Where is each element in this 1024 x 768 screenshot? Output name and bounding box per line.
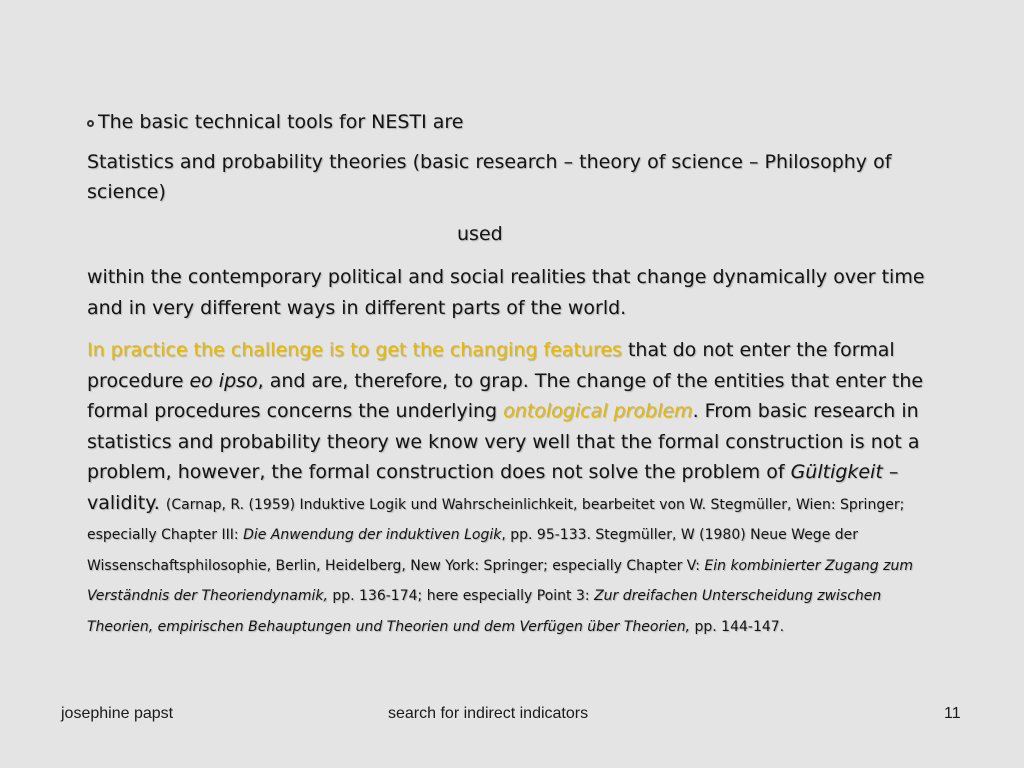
reference-title-3: Zur dreifachen Unterscheidung zwischen Theorien, empirischen Behauptungen und Theorien und dem Verfügen über Theorien, [87,588,882,635]
reference-text-2: , pp. 95-133. Stegmüller, W (1980) Neue Wege der Wissenschaftsphilosophie, Berlin, Heidelberg, New York: Springer; especially Chapter V: [87,527,859,574]
statement-text: Statistics and probability theories (basic research – theory of science – Philosophy of science) [87,151,892,203]
context-text: within the contemporary political and social realities that change dynamically over time and in very different ways in different parts of the world. [87,266,925,319]
slide-content [87,108,937,640]
bullet-line [87,108,937,136]
body-text-2: , and are, therefore, to grap. The change of the entities that enter the formal procedures concerns the underlying [87,369,924,422]
body-text-4: – validity. [87,461,899,514]
reference-block [87,497,913,635]
ontological-problem-text: ontological problem [503,400,693,422]
footer-page-number: 11 [944,705,961,722]
bullet-icon [87,120,94,127]
footer-author: josephine papst [61,705,174,722]
reference-title-2: Ein kombinierter Zugang zum Verständnis der Theoriendynamik, [87,557,913,604]
body-text-1: that do not enter the formal procedure [87,339,895,392]
footer-title: search for indirect indicators [388,705,589,722]
reference-text-1: (Carnap, R. (1959) Induktive Logik und Wahrscheinlichkeit, bearbeitet von W. Stegmüller, Wien: Springer; especially Chapter III: [87,496,905,543]
gultigkeit-text: Gültigkeit [790,461,883,483]
eo-ipso-text: eo ipso [189,369,258,392]
reference-title-1: Die Anwendung der induktiven Logik [243,527,502,543]
body-text-3: . From basic research in statistics and probability theory we know very well that the formal construction is not a problem, however, the formal construction does not solve the problem of [87,400,920,483]
bullet-text: The basic technical tools for NESTI are [98,111,464,133]
reference-text-3: pp. 136-174; here especially Point 3: [327,588,595,604]
reference-text-4: pp. 144-147. [690,618,785,635]
body-paragraph [87,335,937,640]
highlight-text: In practice the challenge is to get the changing features [87,339,622,361]
used-text: used [457,223,503,245]
